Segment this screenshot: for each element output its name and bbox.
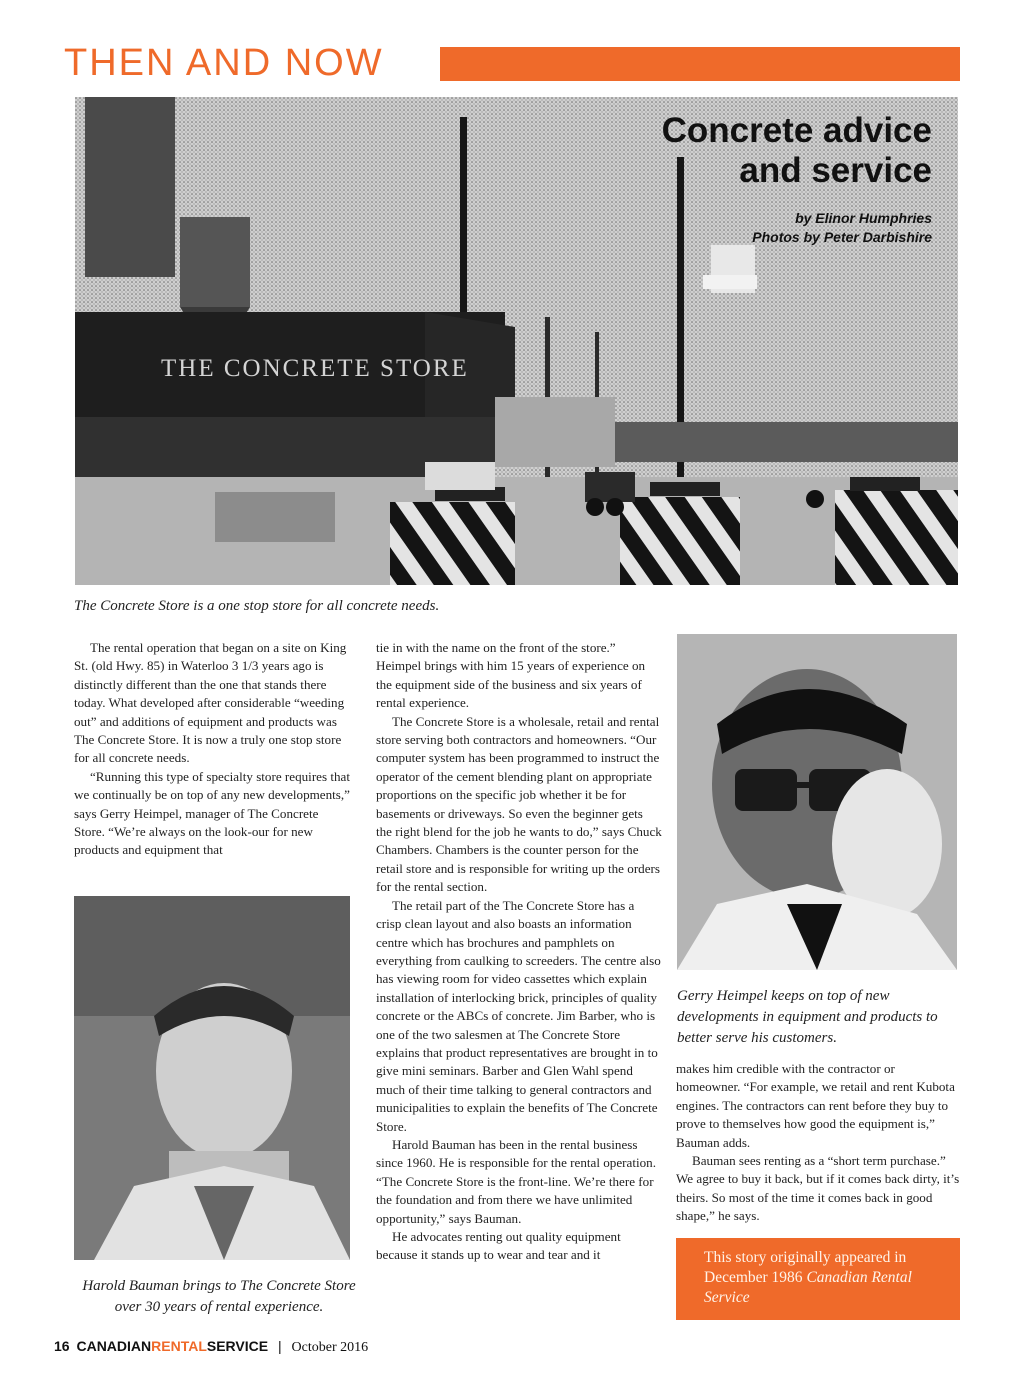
photo-harold-bauman: [74, 896, 350, 1260]
headline: [662, 111, 932, 191]
paragraph: The rental operation that began on a site on King St. (old Hwy. 85) in Waterloo 3 1/3 years ago is distinctly different than the one that stands there today. What developed after considerable “weeding out” and additions of equipment and products was The Concrete Store. It is now a truly one stop store for all concrete needs.: [74, 640, 347, 766]
heimpel-portrait: [677, 634, 957, 970]
section-title: THEN AND NOW: [64, 42, 384, 84]
caption-heimpel: Gerry Heimpel keeps on top of new developments in equipment and products to better serve his customers.: [677, 988, 938, 1046]
article-column-3: [676, 1060, 960, 1226]
byline: by Elinor Humphries: [795, 210, 932, 226]
magazine-name-part2: RENTAL: [151, 1338, 207, 1354]
caption-bauman: Harold Bauman brings to The Concrete Store over 30 years of rental experience.: [82, 1278, 356, 1315]
note-publication: Canadian Rental Service: [704, 1269, 912, 1306]
magazine-name-part3: SERVICE: [206, 1338, 269, 1354]
headline-line-2: and service: [739, 151, 932, 190]
paragraph: tie in with the name on the front of the store.” Heimpel brings with him 15 years of experience on the equipment side of the business and six years of rental experience.: [376, 640, 646, 711]
hero-caption: The Concrete Store is a one stop store for all concrete needs.: [74, 598, 440, 614]
article-column-1: [74, 639, 352, 860]
headline-line-1: Concrete advice: [661, 111, 932, 150]
byline-block: [752, 209, 932, 247]
article-column-2: [376, 639, 662, 1265]
magazine-name-part1: CANADIAN: [76, 1338, 152, 1354]
store-sign: THE CONCRETE STORE: [161, 355, 469, 382]
paragraph: The Concrete Store is a wholesale, retail and rental store serving both contractors and homeowners. “Our computer system has been programmed to instruct the operator of the cement blending plant on appropriate proportions on the specific job whether it be for basements or driveways. So even the beginner gets the right blend for the job he wants to do,” says Chuck Chambers. Chambers is the counter person for the retail store and is responsible for writing up the orders for the rental section.: [376, 713, 662, 895]
section-title-bar: [440, 47, 960, 81]
paragraph: Harold Bauman has been in the rental business since 1960. He is responsible for the rental operation. “The Concrete Store is the front-line. We’re there for the foundation and from there we have unlimited opportunity,” says Bauman.: [376, 1136, 656, 1226]
page-footer: [54, 1336, 368, 1358]
paragraph: “Running this type of specialty store requires that we continually be on top of any new developments,” says Gerry Heimpel, manager of The Concrete Store. “We’re always on the look-our for new products and equipment that: [74, 768, 350, 858]
bauman-portrait: [74, 896, 350, 1260]
photo-credit: Photos by Peter Darbishire: [752, 229, 932, 245]
paragraph: The retail part of the The Concrete Store has a crisp clean layout and also boasts an information centre which has brochures and pamphlets on everything from caulking to screeders. The centre also has viewing room for video cassettes which explain installation of interlocking brick, principles of quality concrete or the ABCs of concrete. Jim Barber, who is one of the two salesmen at The Concrete Store explains that product representatives are brought in to give mini seminars. Barber and Glen Wahl spend much of their time talking to general contractors and municipalities to explain the benefits of The Concrete Store.: [376, 897, 661, 1134]
issue-date: October 2016: [291, 1340, 369, 1355]
paragraph: makes him credible with the contractor or homeowner. “For example, we retail and rent Kubota engines. The contractors can rent before they buy to prove to themselves how good the equipment is,” Bauman adds.: [676, 1061, 955, 1150]
footer-separator: |: [277, 1338, 282, 1354]
paragraph: Bauman sees renting as a “short term purchase.” We agree to buy it back, but if it comes back dirty, it’s theirs. So most of the time it comes back in good shape,” he says.: [676, 1153, 960, 1224]
photo-gerry-heimpel: [677, 634, 957, 970]
page-number: 16: [54, 1338, 70, 1354]
note-text: This story originally appeared in December 1986: [704, 1249, 907, 1286]
paragraph: He advocates renting out quality equipment because it stands up to wear and tear and it: [376, 1229, 621, 1263]
hero-photo: [75, 97, 958, 585]
original-publication-note: [676, 1238, 960, 1320]
